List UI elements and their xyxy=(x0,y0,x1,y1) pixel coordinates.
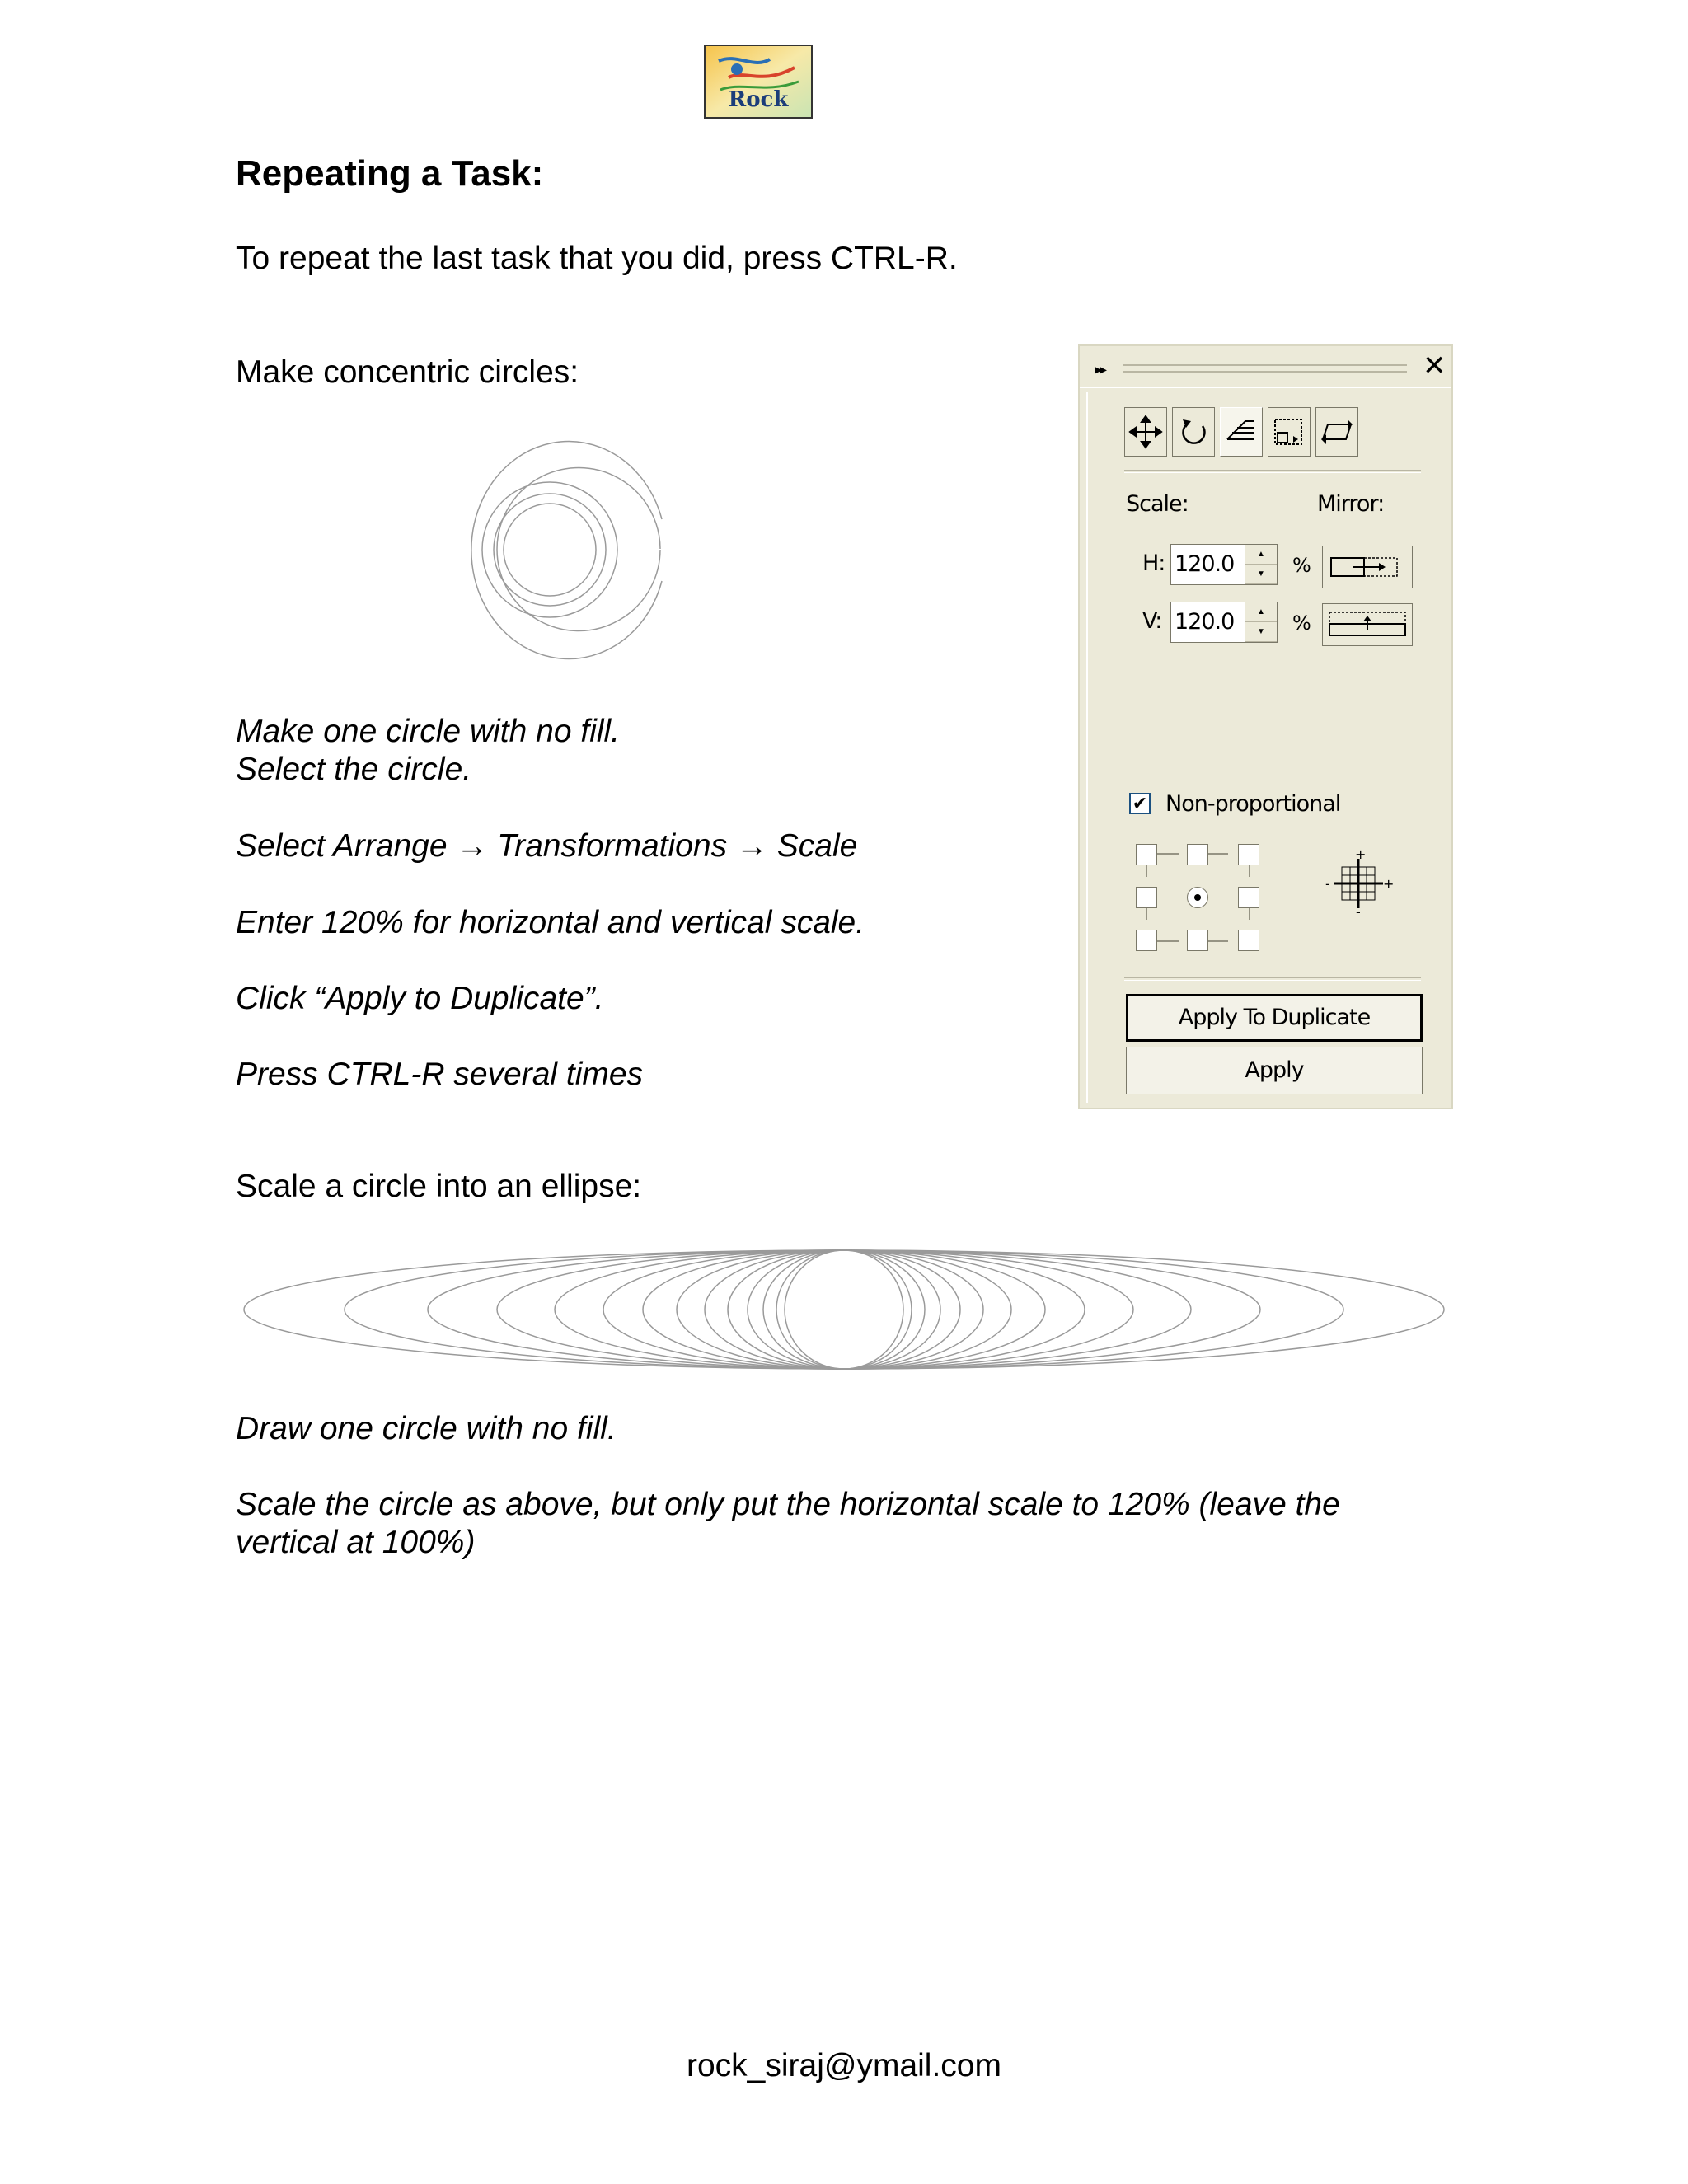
anchor-bottom-center[interactable] xyxy=(1187,930,1208,951)
svg-text:-: - xyxy=(1325,876,1330,892)
v-spin-arrows[interactable] xyxy=(1245,602,1277,642)
rock-logo xyxy=(704,45,813,119)
anchor-middle-left[interactable] xyxy=(1136,887,1157,908)
horizontal-scale-input[interactable] xyxy=(1175,550,1244,578)
scale-icon xyxy=(1221,408,1262,456)
svg-text:-: - xyxy=(1356,904,1361,920)
v-label: V: xyxy=(1142,608,1162,634)
h-spin-arrows[interactable] xyxy=(1245,545,1277,584)
step-text: vertical at 100%) xyxy=(236,1525,476,1560)
scale-button[interactable] xyxy=(1220,407,1263,457)
step-text: Press CTRL-R several times xyxy=(236,1057,644,1092)
step-text: Select Arrange → Transformations → Scale xyxy=(236,828,858,864)
position-button[interactable] xyxy=(1124,407,1167,457)
anchor-top-center[interactable] xyxy=(1187,844,1208,865)
page-title: Repeating a Task: xyxy=(236,153,544,194)
footer-email: rock_siraj@ymail.com xyxy=(687,2048,1001,2083)
mirror-label: Mirror: xyxy=(1317,491,1385,517)
step-text: Select the circle. xyxy=(236,752,472,787)
expand-arrows-icon[interactable]: ▸▸ xyxy=(1095,361,1105,377)
anchor-top-right[interactable] xyxy=(1238,844,1259,865)
skew-button[interactable] xyxy=(1315,407,1358,457)
anchor-bottom-left[interactable] xyxy=(1136,930,1157,951)
spin-down-icon[interactable]: ▼ xyxy=(1245,565,1277,584)
section1-title: Make concentric circles: xyxy=(236,354,579,390)
close-icon[interactable]: ✕ xyxy=(1423,349,1447,382)
step-text: Make one circle with no fill. xyxy=(236,714,621,749)
divider xyxy=(1124,977,1421,981)
scale-label: Scale: xyxy=(1126,491,1189,517)
spin-down-icon[interactable]: ▼ xyxy=(1245,622,1277,642)
mirror-vertical-button[interactable] xyxy=(1322,603,1413,646)
svg-text:+: + xyxy=(1355,846,1367,862)
size-button[interactable] xyxy=(1268,407,1311,457)
anchor-top-left[interactable] xyxy=(1136,844,1157,865)
vertical-scale-input[interactable] xyxy=(1175,607,1244,635)
logo-text: Rock xyxy=(728,87,789,112)
nonproportional-label: Non-proportional xyxy=(1165,791,1341,817)
docker-titlebar[interactable] xyxy=(1080,346,1451,388)
rotate-button[interactable] xyxy=(1172,407,1215,457)
svg-text:+: + xyxy=(1383,876,1395,892)
anchor-middle-right[interactable] xyxy=(1238,887,1259,908)
spin-up-icon[interactable]: ▲ xyxy=(1245,602,1277,622)
percent-label: % xyxy=(1292,554,1311,577)
skew-icon xyxy=(1316,408,1357,456)
percent-label: % xyxy=(1292,612,1311,635)
horizontal-scale-stepper[interactable] xyxy=(1170,544,1278,585)
rotate-icon xyxy=(1173,408,1214,456)
mirror-vertical-icon xyxy=(1323,604,1412,645)
concentric-circles-illustration xyxy=(433,429,672,676)
mirror-horizontal-button[interactable] xyxy=(1322,546,1413,588)
h-label: H: xyxy=(1142,551,1165,576)
vertical-scale-stepper[interactable] xyxy=(1170,602,1278,643)
transformations-docker xyxy=(1078,344,1453,1109)
section2-title: Scale a circle into an ellipse: xyxy=(236,1169,642,1204)
mirror-horizontal-icon xyxy=(1323,546,1412,588)
divider xyxy=(1124,470,1421,473)
spin-up-icon[interactable]: ▲ xyxy=(1245,545,1277,565)
intro-text: To repeat the last task that you did, press CTRL-R. xyxy=(236,241,958,276)
step-text: Scale the circle as above, but only put the horizontal scale to 120% (leave the xyxy=(236,1487,1340,1522)
size-icon xyxy=(1268,408,1310,456)
anchor-bottom-right[interactable] xyxy=(1238,930,1259,951)
step-text: Click “Apply to Duplicate”. xyxy=(236,981,604,1016)
step-text: Enter 120% for horizontal and vertical scale. xyxy=(236,905,865,940)
apply-button[interactable]: Apply xyxy=(1126,1047,1423,1094)
scale-origin-icon xyxy=(1325,846,1395,920)
anchor-center-radio[interactable] xyxy=(1187,887,1208,908)
step-text: Draw one circle with no fill. xyxy=(236,1411,617,1446)
radio-dot xyxy=(1194,894,1201,901)
position-icon xyxy=(1125,408,1166,456)
apply-to-duplicate-button[interactable]: Apply To Duplicate xyxy=(1126,994,1423,1042)
title-grip xyxy=(1123,364,1407,373)
nonproportional-checkbox[interactable]: ✔ xyxy=(1129,793,1151,814)
scaled-ellipses-illustration xyxy=(234,1240,1454,1372)
